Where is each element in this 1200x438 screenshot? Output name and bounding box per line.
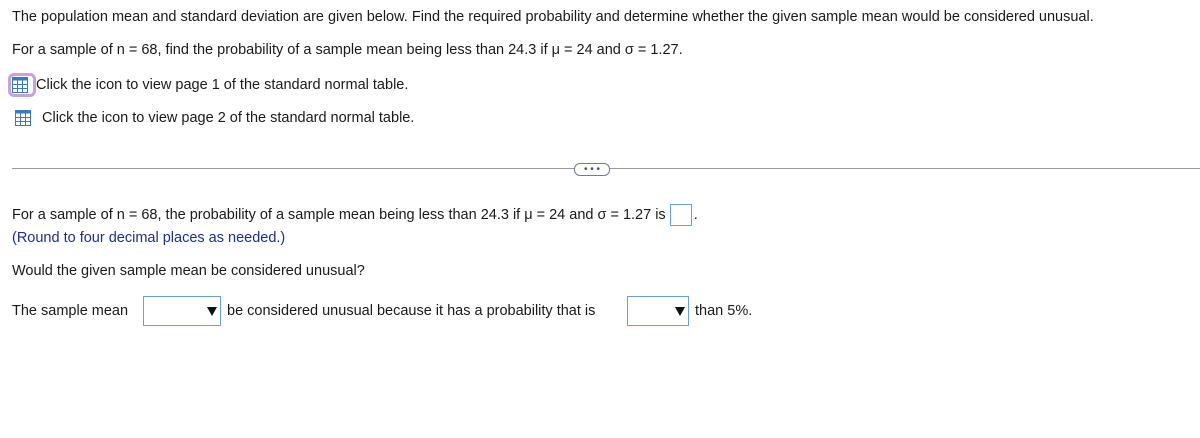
unusual-dropdown[interactable] (143, 296, 221, 326)
table-page1-link[interactable]: Click the icon to view page 1 of the standard normal table. (36, 77, 409, 93)
answer-question-row (12, 204, 698, 226)
comparison-dropdown[interactable] (627, 296, 689, 326)
unusual-question: Would the given sample mean be considered unusual? (12, 263, 365, 279)
chevron-down-icon[interactable] (204, 297, 220, 325)
round-hint: (Round to four decimal places as needed.) (12, 230, 286, 246)
answer-question-text: For a sample of n = 68, the probability of a sample mean being less than 24.3 if μ = 24 and σ = 1.27 is (12, 207, 666, 223)
table-grid-icon[interactable] (11, 76, 33, 94)
chevron-down-icon[interactable] (672, 297, 688, 325)
table-grid-icon[interactable] (15, 110, 35, 126)
table-page2-row (15, 110, 414, 126)
instructions-text: The population mean and standard deviation are given below. Find the required probability and determine whether the given sample mean would be considered unusual. (12, 9, 1094, 25)
probability-input[interactable] (670, 204, 692, 226)
sentence-end: than 5%. (695, 303, 753, 319)
problem-text: For a sample of n = 68, find the probability of a sample mean being less than 24.3 if μ = 24 and σ = 1.27. (12, 42, 683, 58)
answer-period: . (693, 207, 698, 223)
sentence-middle: be considered unusual because it has a probability that is (227, 303, 596, 319)
table-page1-row (11, 76, 408, 94)
more-options-button[interactable]: • • • (574, 163, 610, 176)
table-page2-link[interactable]: Click the icon to view page 2 of the standard normal table. (42, 110, 415, 126)
sentence-start: The sample mean (12, 303, 129, 319)
